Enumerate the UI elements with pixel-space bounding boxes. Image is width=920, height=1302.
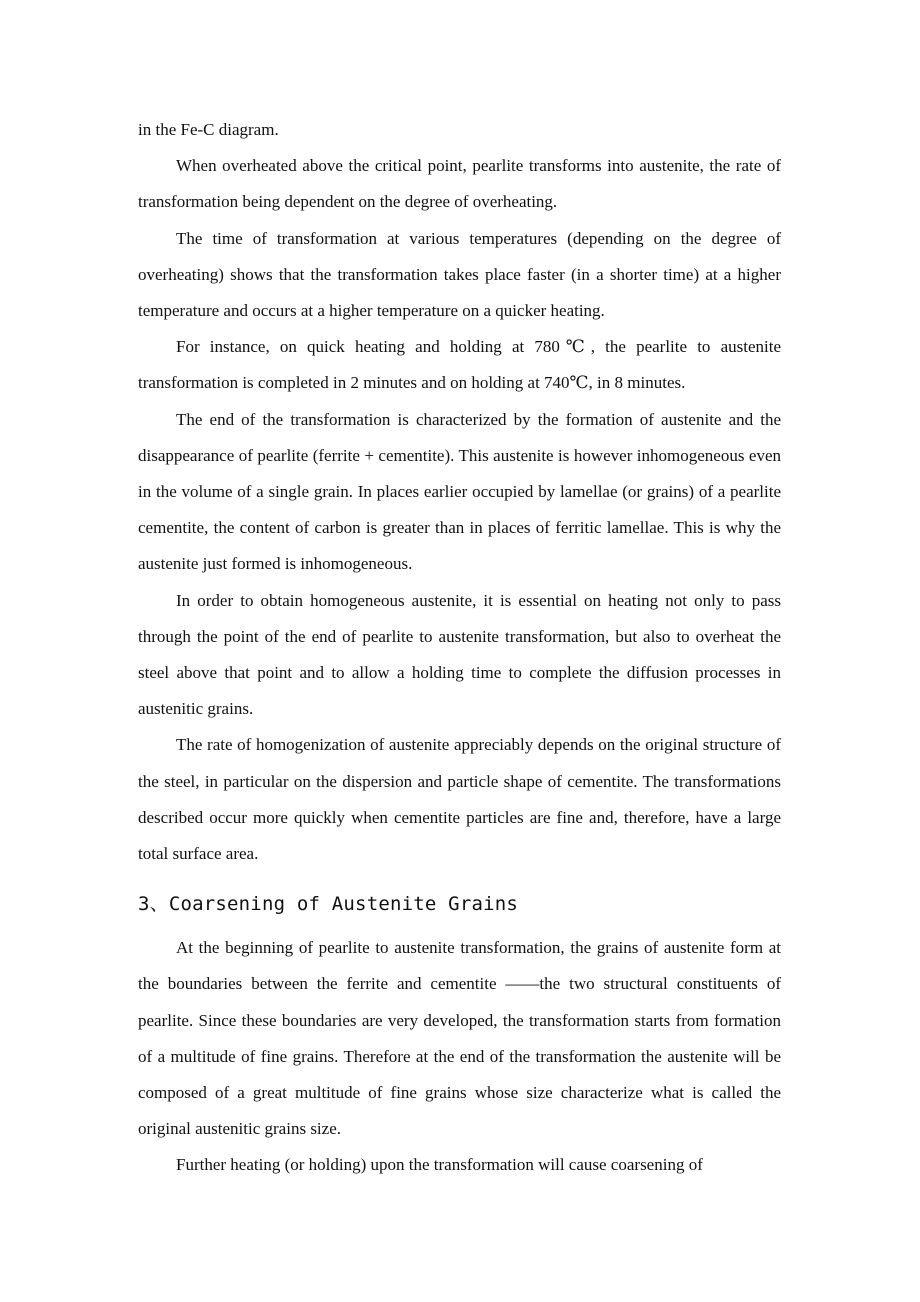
paragraph-example: For instance, on quick heating and holding at 780℃, the pearlite to austenite transformation is completed in 2 minutes and on holding at 740℃, in 8 minutes.: [138, 337, 781, 393]
paragraph-transformation-time: The time of transformation at various temperatures (depending on the degree of overheating) shows that the transformation takes place faster (in a shorter time) at a higher temperature and occurs at a higher temperature on a quicker heating.: [138, 228, 781, 321]
document-page: [138, 112, 781, 1184]
paragraph-homogeneous-austenite: In order to obtain homogeneous austenite, it is essential on heating not only to pass through the point of the end of pearlite to austenite transformation, but also to overheat the steel above that point and to allow a holding time to complete the diffusion processes in austenitic grains.: [138, 590, 781, 719]
paragraph-overheating: When overheated above the critical point, pearlite transforms into austenite, the rate of transformation being dependent on the degree of overheating.: [138, 156, 781, 212]
paragraph-end-of-transformation: The end of the transformation is characterized by the formation of austenite and the disappearance of pearlite (ferrite + cementite). This austenite is however inhomogeneous even in the volume of a single grain. In places earlier occupied by lamellae (or grains) of a pearlite cementite, the content of carbon is greater than in places of ferritic lamellae. This is why the austenite just formed is inhomogeneous.: [138, 409, 781, 574]
section-heading: 3、Coarsening of Austenite Grains: [138, 893, 519, 916]
paragraph-homogenization-rate: The rate of homogenization of austenite appreciably depends on the original structure of the steel, in particular on the dispersion and particle shape of cementite. The transformations described occur more quickly when cementite particles are fine and, therefore, have a large total surface area.: [138, 735, 781, 864]
paragraph-further-heating: Further heating (or holding) upon the transformation will cause coarsening of: [176, 1155, 703, 1175]
paragraph-grain-formation: At the beginning of pearlite to austenite transformation, the grains of austenite form at the boundaries between the ferrite and cementite ——the two structural constituents of pearlite. Since these boundaries are very developed, the transformation starts from formation of a multitude of fine grains. Therefore at the end of the transformation the austenite will be composed of a great multitude of fine grains whose size characterize what is called the original austenitic grains size.: [138, 938, 781, 1139]
paragraph-continuation: in the Fe-C diagram.: [138, 120, 279, 139]
